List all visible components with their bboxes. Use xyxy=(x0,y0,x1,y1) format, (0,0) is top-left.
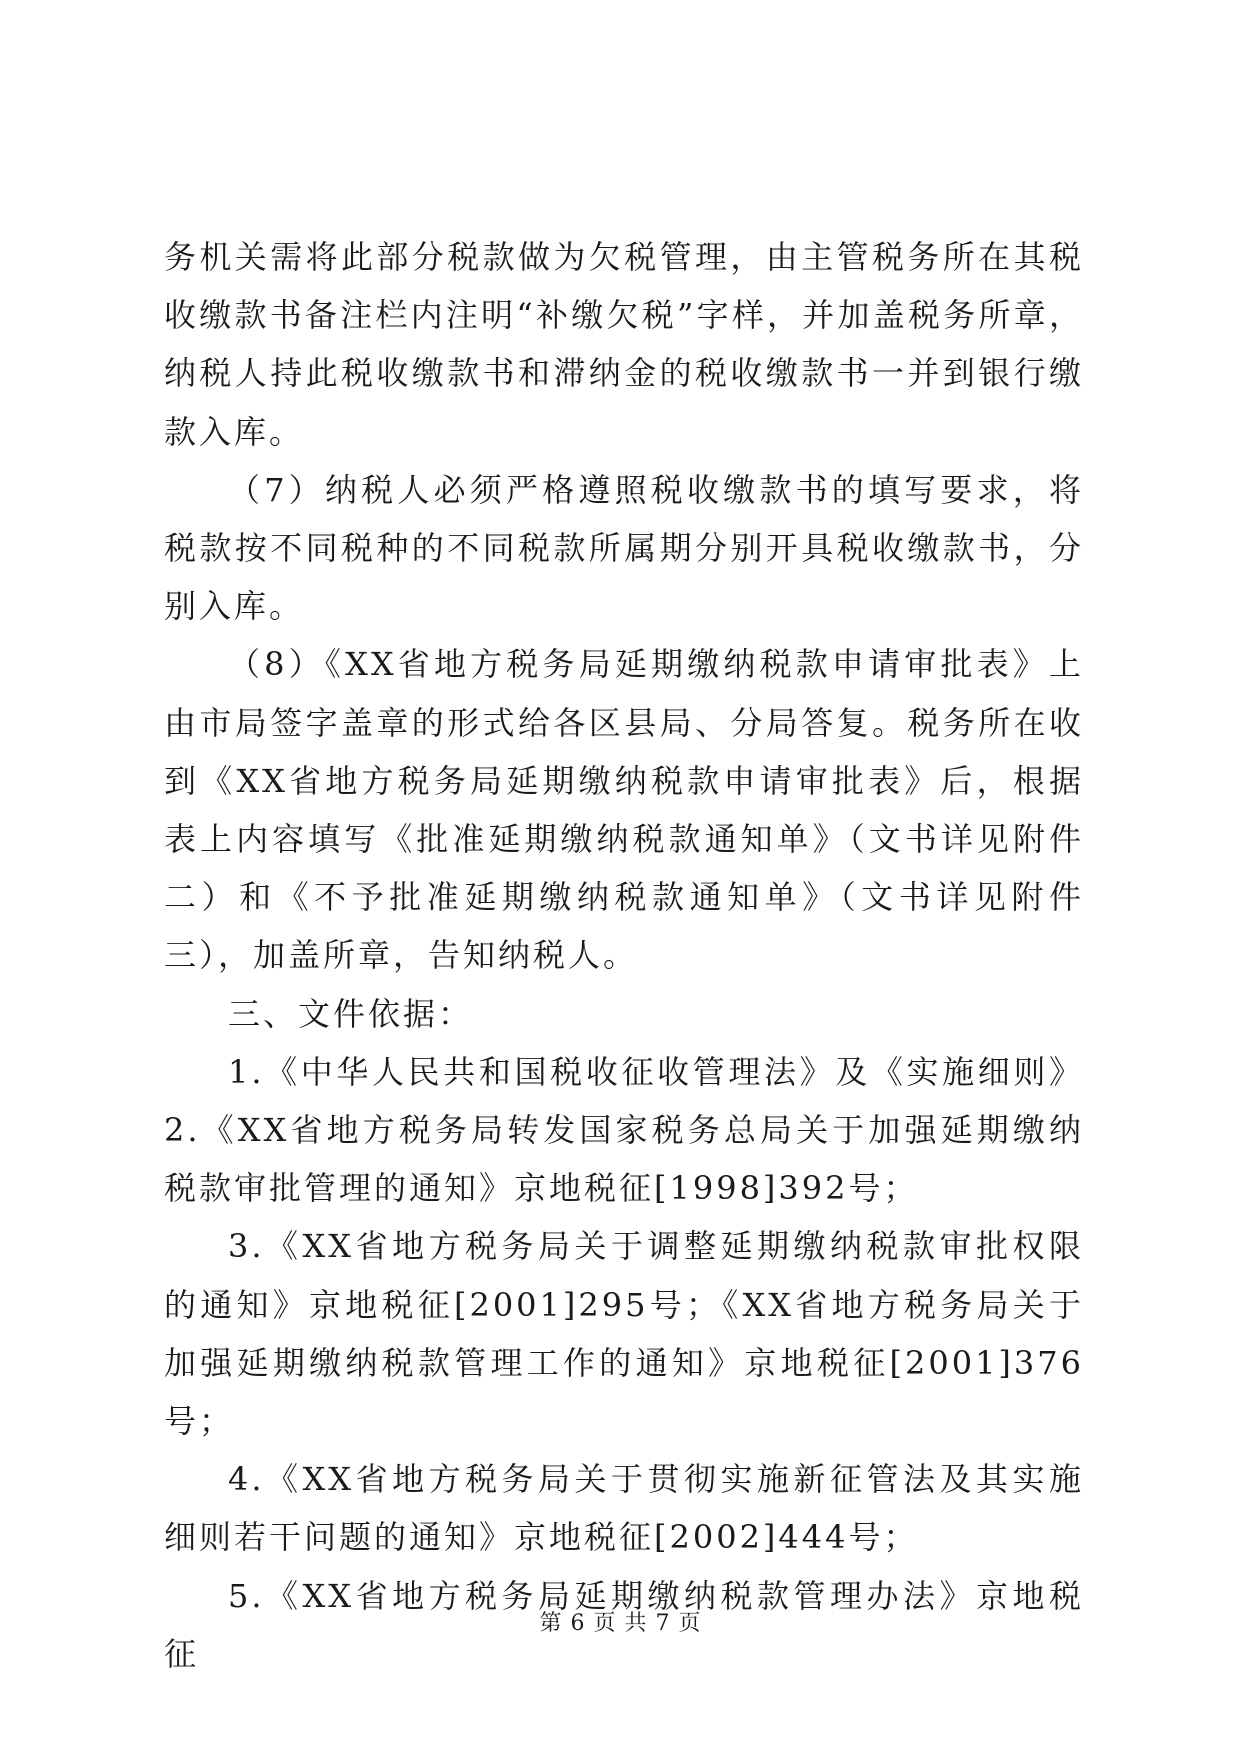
paragraph-item-8: （8）《XX省地方税务局延期缴纳税款申请审批表》上由市局签字盖章的形式给各区县局、分局答复。税务所在收到《XX省地方税务局延期缴纳税款申请审批表》后，根据表上内容填写《批准延期缴纳税款通知单》（文书详见附件二）和《不予批准延期缴纳税款通知单》（文书详见附件三），加盖所章，告知纳税人。 xyxy=(164,645,1084,975)
page-number-footer: 第 6 页 共 7 页 xyxy=(539,1611,702,1636)
document-body xyxy=(164,228,1084,1683)
section-heading-basis: 三、文件依据： xyxy=(228,994,474,1033)
basis-item-1-2: 1.《中华人民共和国税收征收管理法》及《实施细则》2.《XX省地方税务局转发国家税务总局关于加强延期缴纳税款审批管理的通知》京地税征[1998]392号； xyxy=(164,1052,1084,1208)
paragraph-item-7: （7）纳税人必须严格遵照税收缴款书的填写要求，将税款按不同税种的不同税款所属期分别开具税收缴款书，分别入库。 xyxy=(164,470,1084,626)
paragraph-continuation: 务机关需将此部分税款做为欠税管理，由主管税务所在其税收缴款书备注栏内注明“补缴欠税”字样，并加盖税务所章，纳税人持此税收缴款书和滞纳金的税收缴款书一并到银行缴款入库。 xyxy=(164,238,1084,451)
basis-item-4: 4.《XX省地方税务局关于贯彻实施新征管法及其实施细则若干问题的通知》京地税征[2002]444号； xyxy=(164,1460,1084,1557)
basis-item-5: 5.《XX省地方税务局延期缴纳税款管理办法》京地税征 xyxy=(164,1576,1084,1673)
basis-item-3: 3.《XX省地方税务局关于调整延期缴纳税款审批权限的通知》京地税征[2001]295号；《XX省地方税务局关于加强延期缴纳税款管理工作的通知》京地税征[2001]376号； xyxy=(164,1227,1084,1441)
